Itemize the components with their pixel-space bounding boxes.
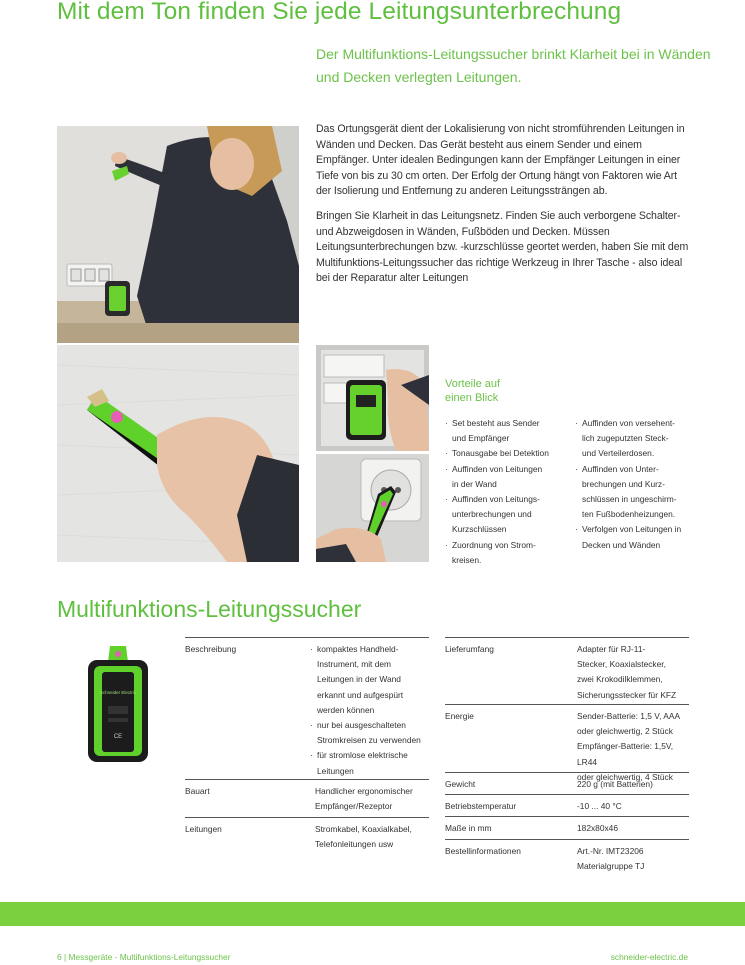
beschreibung-item-line: Leitungen in der Wand (317, 674, 401, 685)
spec-value-leitungen (315, 822, 430, 852)
photo-hand-with-tester (57, 345, 299, 562)
vorteile-item-line: · Tonausgabe bei Detektion (452, 448, 549, 459)
spec-row-leitungen (185, 817, 429, 863)
photo-socket-check (316, 454, 429, 562)
spec-label-beschreibung: Beschreibung (185, 644, 237, 654)
beschreibung-item-line: erkannt und aufgespürt (317, 689, 404, 700)
beschreibung-item-line: Instrument, mit dem (317, 659, 392, 670)
vorteile-list-1 (445, 416, 570, 568)
beschreibung-item (310, 718, 430, 748)
vorteile-title (445, 377, 565, 405)
spec-row-energie (445, 704, 689, 782)
vorteile-item-line: · Auffinden von Unter- (582, 463, 659, 474)
vorteile-item (445, 416, 570, 446)
vorteile-item-line: · Zuordnung von Strom- (452, 539, 536, 550)
vorteile-item (445, 492, 570, 538)
spec-value-line: Stecker, Koaxialstecker, (577, 659, 666, 670)
spec-value-line: Empfänger/Rezeptor (315, 801, 393, 812)
spec-value-line: Handlicher ergonomischer (315, 786, 413, 796)
device-ce-mark: CE (113, 734, 123, 740)
vorteile-item-line: unterbrechungen und (452, 509, 532, 520)
intro-text (316, 122, 691, 296)
vorteile-item (575, 462, 700, 523)
beschreibung-item-line: werden können (317, 704, 375, 715)
vorteile-item-line: lich zugeputzten Steck- (582, 433, 669, 444)
specs-table-right (445, 637, 689, 877)
footer-breadcrumb-text: Messgeräte - Multifunktions-Leitungssucher (68, 952, 231, 962)
photo-woman-locating-wire (57, 126, 299, 343)
footer-website-link[interactable]: schneider-electric.de (610, 952, 688, 962)
spec-value-lieferumfang (577, 642, 689, 703)
vorteile-item-line: · Set besteht aus Sender (452, 418, 540, 428)
spec-value-masse: 182x80x46 (577, 823, 618, 833)
spec-label-bestellinformationen: Bestellinformationen (445, 846, 521, 856)
spec-row-bestellinformationen (445, 839, 689, 878)
spec-value-line: Sender-Batterie: 1,5 V, AAA (577, 711, 681, 721)
spec-label-lieferumfang: Lieferumfang (445, 644, 494, 654)
vorteile-item-line: und Verteilerdosen. (582, 448, 655, 459)
spec-value-gewicht: 220 g (mit Batterien) (577, 779, 653, 789)
beschreibung-item-line: · für stromlose elektrische (317, 750, 408, 761)
vorteile-item-line: · Auffinden von Leitungen (452, 463, 543, 474)
spec-label-leitungen: Leitungen (185, 824, 222, 834)
intro-paragraph-1: Das Ortungsgerät dient der Lokalisierung von nicht stromführenden Leitungen in Wänden und Decken. Das Gerät besteht aus einem Sender und einem Empfänger. Unter idealen Bedingungen kann der Empfänger Leitungen in einer Tiefe von bis zu 30 cm orten. Der Erfolg der Ortung hängt von Faktoren wie Art der Isolierung und Entfernung zu anderen Leitungssträngen ab. (316, 123, 685, 198)
spec-value-line: zwei Krokodilklemmen, (577, 674, 663, 685)
vorteile-title-line-1: Vorteile auf (445, 378, 501, 390)
product-image-device (86, 646, 150, 764)
vorteile-item-line: · Auffinden von Leitungs- (452, 494, 540, 505)
spec-row-gewicht (445, 772, 689, 795)
spec-label-masse: Maße in mm (445, 823, 492, 833)
vorteile-item-line: kreisen. (452, 554, 482, 565)
spec-value-line: Sicherungsstecker für KFZ (577, 689, 677, 700)
spec-value-line: Telefonleitungen usw (315, 839, 394, 850)
spec-label-bauart: Bauart (185, 786, 210, 796)
vorteile-item-line: ten Fußbodenheizungen. (582, 509, 676, 520)
spec-value-line: oder gleichwertig, 2 Stück (577, 726, 673, 737)
spec-label-temperatur: Betriebstemperatur (445, 801, 517, 811)
spec-value-line: Art.-Nr. IMT23206 (577, 846, 644, 856)
intro-paragraph-2: Bringen Sie Klarheit in das Leitungsnetz. Finden Sie auch verborgene Schalter- und Abzweigdosen in Wänden, Fußböden und Decken. Müssen Leitungsunterbrechungen bzw. -kurzschlüsse geortet werden, haben Sie mit dem Multifunktions-Leitungssucher das richtige Werkzeug in Ihrer Tasche - also ideal bei der Reparatur alter Leitungen (316, 209, 689, 285)
beschreibung-item-line: · nur bei ausgeschalteten (317, 720, 406, 731)
vorteile-item (575, 522, 700, 552)
spec-value-temperatur: -10 ... 40 °C (577, 801, 622, 811)
spec-label-energie: Energie (445, 711, 474, 721)
spec-value-bauart (315, 784, 430, 814)
footer-breadcrumb (57, 952, 231, 962)
vorteile-item-line: in der Wand (452, 478, 497, 489)
vorteile-item-line: und Empfänger (452, 433, 510, 444)
spec-row-temperatur (445, 794, 689, 817)
vorteile-item-line: · Verfolgen von Leitungen in (582, 524, 682, 535)
vorteile-item-line: Decken und Wänden (582, 539, 661, 550)
spec-value-beschreibung (310, 642, 430, 779)
spec-value-line: Materialgruppe TJ (577, 861, 645, 872)
spec-row-bauart (185, 779, 429, 818)
footer-separator: | (64, 952, 67, 962)
page-subtitle: Der Multifunktions-Leitungssucher brinkt Klarheit bei in Wänden und Decken verlegten Leitungen. (316, 46, 711, 85)
spec-label-gewicht: Gewicht (445, 779, 476, 789)
footer-page-number: 6 (57, 952, 62, 962)
spec-row-masse (445, 816, 689, 840)
device-brand-label: Schneider Electric (99, 690, 137, 695)
vorteile-title-line-2: einen Blick (445, 392, 499, 404)
vorteile-item (575, 416, 700, 462)
page-title: Mit dem Ton finden Sie jede Leitungsunterbrechung (57, 0, 622, 25)
product-section-title: Multifunktions-Leitungssucher (57, 596, 362, 622)
spec-value-line: Empfänger-Batterie: 1,5V, LR44 (577, 741, 674, 767)
photo-distribution-box (316, 345, 429, 451)
vorteile-list-2 (575, 416, 700, 553)
spec-value-line: Stromkabel, Koaxialkabel, (315, 824, 412, 834)
vorteile-item-line: brechungen und Kurz- (582, 478, 665, 489)
beschreibung-item-line: · kompaktes Handheld- (317, 644, 399, 654)
beschreibung-item (310, 642, 430, 718)
vorteile-item-line: · Auffinden von versehent- (582, 418, 675, 428)
vorteile-item-line: schlüssen in ungeschirm- (582, 494, 677, 505)
spec-row-beschreibung (185, 637, 429, 780)
specs-table-left (185, 637, 429, 862)
beschreibung-item-line: Stromkreisen zu verwenden (317, 735, 421, 746)
spec-row-lieferumfang (445, 637, 689, 705)
vorteile-item (445, 462, 570, 492)
vorteile-item-line: Kurzschlüssen (452, 524, 507, 535)
vorteile-item (445, 446, 570, 461)
spec-value-bestellinformationen (577, 844, 689, 874)
spec-value-line: oder gleichwertig, 4 Stück (577, 771, 673, 782)
vorteile-item (445, 538, 570, 568)
spec-value-line: Adapter für RJ-11- (577, 644, 646, 654)
beschreibung-item-line: Leitungen (317, 765, 354, 776)
footer-green-bar (0, 902, 745, 926)
beschreibung-item (310, 748, 430, 778)
